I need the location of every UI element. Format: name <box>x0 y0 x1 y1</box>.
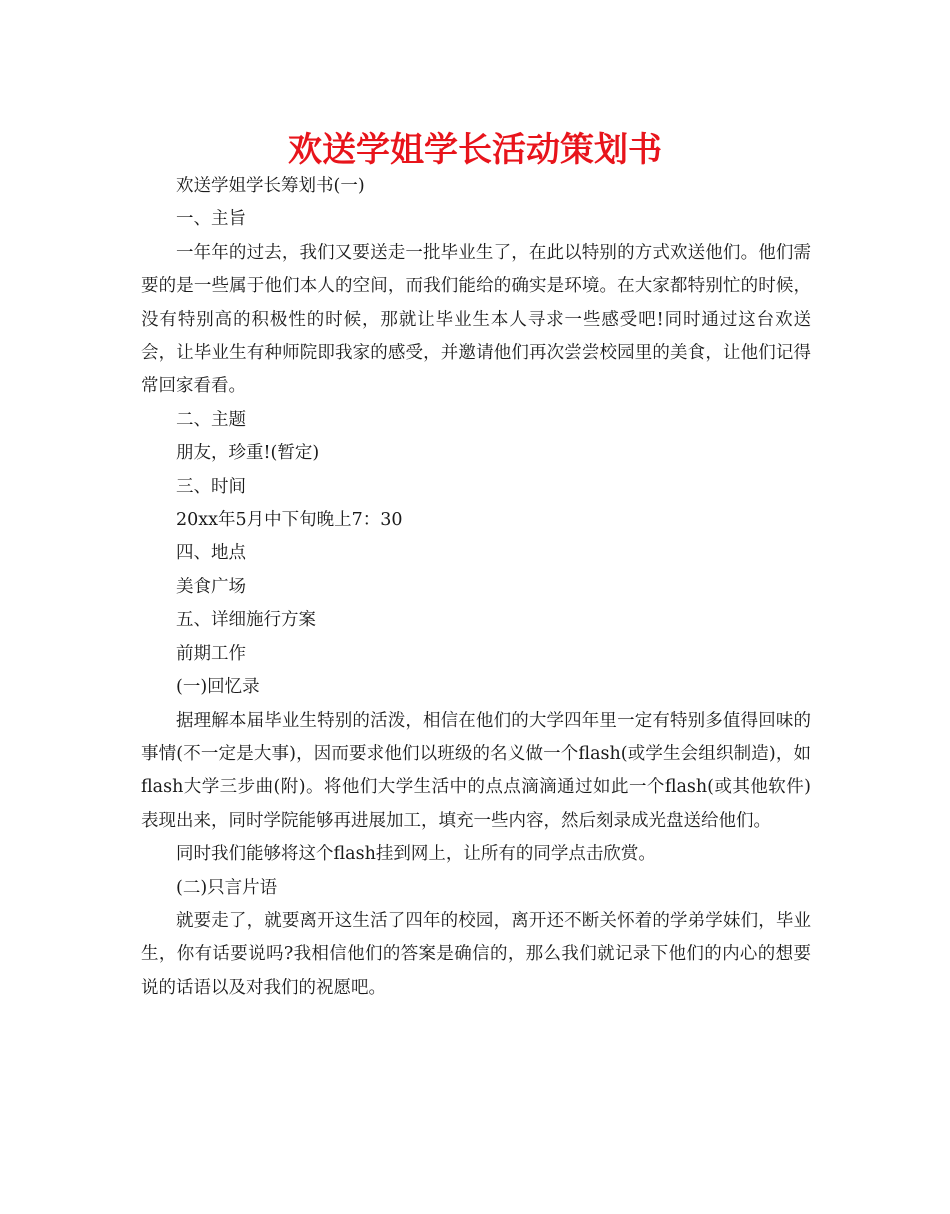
paragraph-memoir-online: 同时我们能够将这个flash挂到网上，让所有的同学点击欣赏。 <box>176 844 656 865</box>
section-heading-theme: 二、主题 <box>176 409 246 430</box>
paragraph-purpose: 一年年的过去，我们又要送走一批毕业生了，在此以特别的方式欢送他们。他们需要的是一些属于他们本人的空间，而我们能给的确实是环境。在大家都特别忙的时候，没有特别高的积极性的时候，那就让毕业生本人寻求一些感受吧!同时通过这台欢送会，让毕业生有种师院即我家的感受，并邀请他们再次尝尝校园里的美食，让他们记得常回家看看。 <box>141 242 811 397</box>
paragraph-preparation: 前期工作 <box>176 643 246 664</box>
section-heading-purpose: 一、主旨 <box>176 209 246 230</box>
paragraph-memoir: 据理解本届毕业生特别的活泼，相信在他们的大学四年里一定有特别多值得回味的事情(不一定是大事)，因而要求他们以班级的名义做一个flash(或学生会组织制造)，如flash大学三步曲(附)。将他们大学生活中的点点滴滴通过如此一个flash(或其他软件)表现出来，同时学院能够再进展加工，填充一些内容，然后刻录成光盘送给他们。 <box>141 710 811 831</box>
paragraph-location: 美食广场 <box>176 576 246 597</box>
section-heading-time: 三、时间 <box>176 476 246 497</box>
section-heading-plan: 五、详细施行方案 <box>176 610 316 631</box>
paragraph-subtitle: 欢送学姐学长筹划书(一) <box>176 176 365 196</box>
subsection-heading-memoir: (一)回忆录 <box>176 677 260 698</box>
document-title: 欢送学姐学长活动策划书 <box>288 130 662 170</box>
section-heading-location: 四、地点 <box>176 543 246 564</box>
paragraph-time: 20xx年5月中下旬晚上7：30 <box>176 510 403 531</box>
subsection-heading-words: (二)只言片语 <box>176 877 278 898</box>
paragraph-theme: 朋友，珍重!(暂定) <box>176 443 320 464</box>
paragraph-words: 就要走了，就要离开这生活了四年的校园，离开还不断关怀着的学弟学妹们，毕业生，你有话要说吗?我相信他们的答案是确信的，那么我们就记录下他们的内心的想要说的话语以及对我们的祝愿吧。 <box>141 910 811 998</box>
document-body <box>141 170 811 1005</box>
